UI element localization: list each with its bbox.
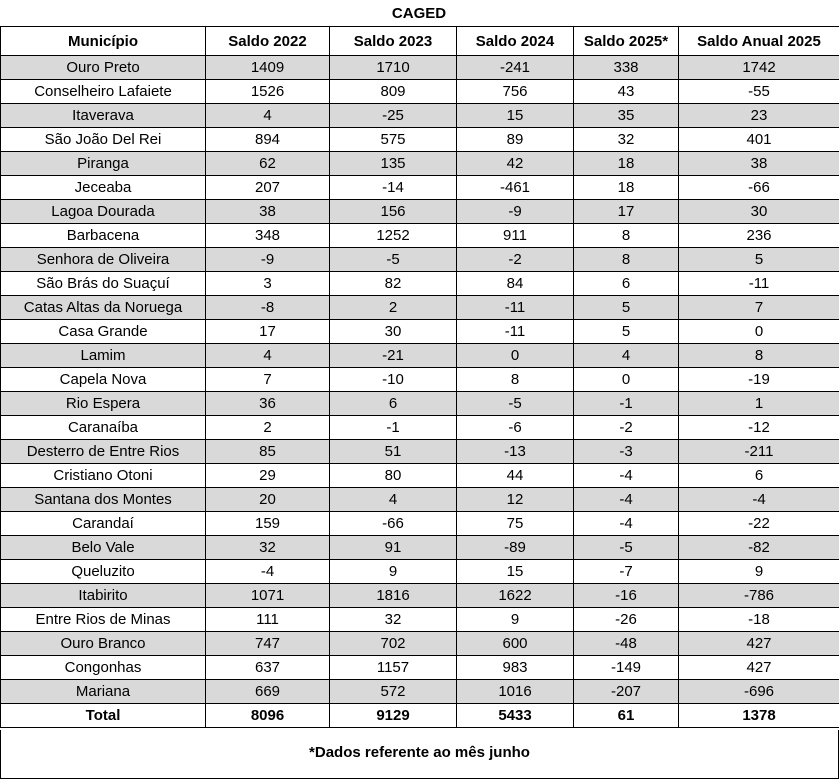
saldo-anual-2025-cell: 1 bbox=[679, 392, 839, 416]
saldo-2025-cell: 8 bbox=[574, 224, 679, 248]
saldo-2022-cell: 17 bbox=[206, 320, 330, 344]
saldo-2022-cell: 159 bbox=[206, 512, 330, 536]
table-row bbox=[1, 368, 839, 392]
municipio-cell: Senhora de Oliveira bbox=[1, 248, 206, 272]
saldo-2023-cell: 51 bbox=[330, 440, 457, 464]
saldo-2024-cell: -5 bbox=[457, 392, 574, 416]
saldo-2025-cell: 32 bbox=[574, 128, 679, 152]
saldo-2025-cell: 35 bbox=[574, 104, 679, 128]
saldo-2023-cell: 80 bbox=[330, 464, 457, 488]
table-title: CAGED bbox=[391, 5, 447, 22]
saldo-2023-cell: 1157 bbox=[330, 656, 457, 680]
saldo-anual-2025-cell: 401 bbox=[679, 128, 839, 152]
municipio-cell: Catas Altas da Noruega bbox=[1, 296, 206, 320]
municipio-cell: Mariana bbox=[1, 680, 206, 704]
saldo-2022-cell: 4 bbox=[206, 104, 330, 128]
header-saldo-anual-2025: Saldo Anual 2025 bbox=[679, 27, 839, 56]
table-row bbox=[1, 560, 839, 584]
saldo-2023-cell: -10 bbox=[330, 368, 457, 392]
saldo-2025-cell: -149 bbox=[574, 656, 679, 680]
table-row bbox=[1, 440, 839, 464]
saldo-2024-cell: 12 bbox=[457, 488, 574, 512]
saldo-2022-cell: 669 bbox=[206, 680, 330, 704]
saldo-2024-cell: 84 bbox=[457, 272, 574, 296]
saldo-2022-cell: 38 bbox=[206, 200, 330, 224]
saldo-2024-cell: 0 bbox=[457, 344, 574, 368]
header-row bbox=[1, 27, 839, 56]
saldo-anual-2025-cell: 0 bbox=[679, 320, 839, 344]
table-row bbox=[1, 416, 839, 440]
saldo-2022-cell: -4 bbox=[206, 560, 330, 584]
total-saldo-anual-2025: 1378 bbox=[679, 704, 839, 728]
total-row bbox=[1, 704, 839, 728]
table-row bbox=[1, 128, 839, 152]
municipio-cell: Desterro de Entre Rios bbox=[1, 440, 206, 464]
saldo-anual-2025-cell: 5 bbox=[679, 248, 839, 272]
caged-table bbox=[0, 26, 839, 728]
municipio-cell: Ouro Preto bbox=[1, 56, 206, 80]
saldo-2024-cell: 89 bbox=[457, 128, 574, 152]
saldo-2025-cell: -26 bbox=[574, 608, 679, 632]
table-row bbox=[1, 608, 839, 632]
saldo-2024-cell: 44 bbox=[457, 464, 574, 488]
saldo-2024-cell: 1622 bbox=[457, 584, 574, 608]
saldo-anual-2025-cell: 30 bbox=[679, 200, 839, 224]
saldo-2022-cell: 29 bbox=[206, 464, 330, 488]
saldo-2025-cell: -4 bbox=[574, 488, 679, 512]
saldo-2022-cell: 1071 bbox=[206, 584, 330, 608]
saldo-2024-cell: 983 bbox=[457, 656, 574, 680]
table-row bbox=[1, 656, 839, 680]
saldo-2022-cell: 1409 bbox=[206, 56, 330, 80]
total-saldo-2022: 8096 bbox=[206, 704, 330, 728]
saldo-anual-2025-cell: -11 bbox=[679, 272, 839, 296]
saldo-anual-2025-cell: -66 bbox=[679, 176, 839, 200]
municipio-cell: Belo Vale bbox=[1, 536, 206, 560]
saldo-2025-cell: 4 bbox=[574, 344, 679, 368]
saldo-anual-2025-cell: 23 bbox=[679, 104, 839, 128]
saldo-anual-2025-cell: -19 bbox=[679, 368, 839, 392]
saldo-anual-2025-cell: 38 bbox=[679, 152, 839, 176]
saldo-2024-cell: -2 bbox=[457, 248, 574, 272]
saldo-2022-cell: 36 bbox=[206, 392, 330, 416]
municipio-cell: Piranga bbox=[1, 152, 206, 176]
table-row bbox=[1, 200, 839, 224]
table-row bbox=[1, 464, 839, 488]
table-row bbox=[1, 632, 839, 656]
saldo-2022-cell: 62 bbox=[206, 152, 330, 176]
saldo-2023-cell: 1710 bbox=[330, 56, 457, 80]
saldo-2024-cell: 600 bbox=[457, 632, 574, 656]
saldo-2025-cell: -207 bbox=[574, 680, 679, 704]
saldo-2022-cell: 20 bbox=[206, 488, 330, 512]
saldo-2024-cell: -461 bbox=[457, 176, 574, 200]
saldo-2024-cell: 15 bbox=[457, 560, 574, 584]
municipio-cell: Barbacena bbox=[1, 224, 206, 248]
saldo-2025-cell: 17 bbox=[574, 200, 679, 224]
saldo-2022-cell: 894 bbox=[206, 128, 330, 152]
municipio-cell: Rio Espera bbox=[1, 392, 206, 416]
municipio-cell: Lamim bbox=[1, 344, 206, 368]
saldo-2024-cell: -13 bbox=[457, 440, 574, 464]
saldo-2025-cell: -7 bbox=[574, 560, 679, 584]
saldo-2024-cell: 9 bbox=[457, 608, 574, 632]
saldo-2025-cell: 0 bbox=[574, 368, 679, 392]
saldo-anual-2025-cell: 427 bbox=[679, 632, 839, 656]
saldo-anual-2025-cell: 8 bbox=[679, 344, 839, 368]
saldo-2025-cell: -1 bbox=[574, 392, 679, 416]
saldo-2023-cell: 1816 bbox=[330, 584, 457, 608]
header-saldo-2023: Saldo 2023 bbox=[330, 27, 457, 56]
total-saldo-2025: 61 bbox=[574, 704, 679, 728]
saldo-2022-cell: 3 bbox=[206, 272, 330, 296]
saldo-2025-cell: 338 bbox=[574, 56, 679, 80]
saldo-2023-cell: 809 bbox=[330, 80, 457, 104]
saldo-2023-cell: -21 bbox=[330, 344, 457, 368]
saldo-2025-cell: 5 bbox=[574, 320, 679, 344]
saldo-2022-cell: -8 bbox=[206, 296, 330, 320]
saldo-2025-cell: 5 bbox=[574, 296, 679, 320]
saldo-2025-cell: 8 bbox=[574, 248, 679, 272]
municipio-cell: Itabirito bbox=[1, 584, 206, 608]
total-label: Total bbox=[1, 704, 206, 728]
saldo-2025-cell: -16 bbox=[574, 584, 679, 608]
saldo-2023-cell: 572 bbox=[330, 680, 457, 704]
municipio-cell: Itaverava bbox=[1, 104, 206, 128]
saldo-2024-cell: -11 bbox=[457, 296, 574, 320]
saldo-2022-cell: -9 bbox=[206, 248, 330, 272]
saldo-2022-cell: 7 bbox=[206, 368, 330, 392]
header-saldo-2024: Saldo 2024 bbox=[457, 27, 574, 56]
saldo-2023-cell: 9 bbox=[330, 560, 457, 584]
saldo-2024-cell: 42 bbox=[457, 152, 574, 176]
municipio-cell: Capela Nova bbox=[1, 368, 206, 392]
footnote: *Dados referente ao mês junho bbox=[309, 744, 530, 761]
saldo-2023-cell: 2 bbox=[330, 296, 457, 320]
saldo-anual-2025-cell: 7 bbox=[679, 296, 839, 320]
saldo-2025-cell: 18 bbox=[574, 176, 679, 200]
saldo-2024-cell: -11 bbox=[457, 320, 574, 344]
table-row bbox=[1, 392, 839, 416]
saldo-2023-cell: 156 bbox=[330, 200, 457, 224]
saldo-2025-cell: -3 bbox=[574, 440, 679, 464]
saldo-2024-cell: 1016 bbox=[457, 680, 574, 704]
municipio-cell: Jeceaba bbox=[1, 176, 206, 200]
saldo-2023-cell: 702 bbox=[330, 632, 457, 656]
saldo-2023-cell: 1252 bbox=[330, 224, 457, 248]
saldo-2023-cell: 135 bbox=[330, 152, 457, 176]
municipio-cell: Carandaí bbox=[1, 512, 206, 536]
saldo-anual-2025-cell: -4 bbox=[679, 488, 839, 512]
saldo-anual-2025-cell: -12 bbox=[679, 416, 839, 440]
saldo-2024-cell: -89 bbox=[457, 536, 574, 560]
saldo-2023-cell: -25 bbox=[330, 104, 457, 128]
saldo-anual-2025-cell: -82 bbox=[679, 536, 839, 560]
table-row bbox=[1, 320, 839, 344]
saldo-2025-cell: -4 bbox=[574, 512, 679, 536]
total-saldo-2024: 5433 bbox=[457, 704, 574, 728]
municipio-cell: Santana dos Montes bbox=[1, 488, 206, 512]
saldo-anual-2025-cell: -18 bbox=[679, 608, 839, 632]
saldo-2022-cell: 207 bbox=[206, 176, 330, 200]
saldo-2022-cell: 85 bbox=[206, 440, 330, 464]
saldo-2022-cell: 32 bbox=[206, 536, 330, 560]
saldo-anual-2025-cell: 6 bbox=[679, 464, 839, 488]
saldo-2022-cell: 348 bbox=[206, 224, 330, 248]
saldo-2023-cell: 6 bbox=[330, 392, 457, 416]
total-saldo-2023: 9129 bbox=[330, 704, 457, 728]
table-row bbox=[1, 296, 839, 320]
municipio-cell: Entre Rios de Minas bbox=[1, 608, 206, 632]
table-row bbox=[1, 248, 839, 272]
saldo-2023-cell: -5 bbox=[330, 248, 457, 272]
header-saldo-2025: Saldo 2025* bbox=[574, 27, 679, 56]
header-saldo-2022: Saldo 2022 bbox=[206, 27, 330, 56]
saldo-2024-cell: 75 bbox=[457, 512, 574, 536]
saldo-2022-cell: 4 bbox=[206, 344, 330, 368]
table-row bbox=[1, 152, 839, 176]
saldo-2022-cell: 2 bbox=[206, 416, 330, 440]
table-row bbox=[1, 224, 839, 248]
saldo-2023-cell: 91 bbox=[330, 536, 457, 560]
saldo-2023-cell: -1 bbox=[330, 416, 457, 440]
table-row bbox=[1, 56, 839, 80]
municipio-cell: Lagoa Dourada bbox=[1, 200, 206, 224]
municipio-cell: Conselheiro Lafaiete bbox=[1, 80, 206, 104]
municipio-cell: Congonhas bbox=[1, 656, 206, 680]
municipio-cell: São Brás do Suaçuí bbox=[1, 272, 206, 296]
saldo-2025-cell: 6 bbox=[574, 272, 679, 296]
table-row bbox=[1, 80, 839, 104]
table-row bbox=[1, 104, 839, 128]
saldo-2025-cell: -4 bbox=[574, 464, 679, 488]
saldo-2025-cell: 43 bbox=[574, 80, 679, 104]
saldo-2022-cell: 1526 bbox=[206, 80, 330, 104]
table-row bbox=[1, 512, 839, 536]
saldo-2025-cell: -5 bbox=[574, 536, 679, 560]
saldo-anual-2025-cell: -22 bbox=[679, 512, 839, 536]
table-row bbox=[1, 272, 839, 296]
table-row bbox=[1, 344, 839, 368]
table-row bbox=[1, 680, 839, 704]
saldo-2025-cell: -48 bbox=[574, 632, 679, 656]
municipio-cell: Caranaíba bbox=[1, 416, 206, 440]
saldo-2024-cell: 911 bbox=[457, 224, 574, 248]
table-row bbox=[1, 488, 839, 512]
saldo-2024-cell: 8 bbox=[457, 368, 574, 392]
saldo-2022-cell: 111 bbox=[206, 608, 330, 632]
municipio-cell: Queluzito bbox=[1, 560, 206, 584]
saldo-anual-2025-cell: -211 bbox=[679, 440, 839, 464]
saldo-2024-cell: -9 bbox=[457, 200, 574, 224]
table-row bbox=[1, 176, 839, 200]
saldo-2023-cell: -14 bbox=[330, 176, 457, 200]
saldo-2024-cell: -6 bbox=[457, 416, 574, 440]
saldo-2024-cell: 756 bbox=[457, 80, 574, 104]
saldo-2025-cell: -2 bbox=[574, 416, 679, 440]
municipio-cell: Casa Grande bbox=[1, 320, 206, 344]
saldo-anual-2025-cell: 1742 bbox=[679, 56, 839, 80]
table-row bbox=[1, 584, 839, 608]
saldo-anual-2025-cell: 236 bbox=[679, 224, 839, 248]
saldo-2023-cell: 32 bbox=[330, 608, 457, 632]
saldo-anual-2025-cell: 9 bbox=[679, 560, 839, 584]
saldo-2025-cell: 18 bbox=[574, 152, 679, 176]
municipio-cell: São João Del Rei bbox=[1, 128, 206, 152]
municipio-cell: Cristiano Otoni bbox=[1, 464, 206, 488]
saldo-2022-cell: 637 bbox=[206, 656, 330, 680]
municipio-cell: Ouro Branco bbox=[1, 632, 206, 656]
saldo-2024-cell: 15 bbox=[457, 104, 574, 128]
saldo-anual-2025-cell: -786 bbox=[679, 584, 839, 608]
saldo-2023-cell: -66 bbox=[330, 512, 457, 536]
saldo-2022-cell: 747 bbox=[206, 632, 330, 656]
saldo-anual-2025-cell: -696 bbox=[679, 680, 839, 704]
saldo-anual-2025-cell: -55 bbox=[679, 80, 839, 104]
saldo-anual-2025-cell: 427 bbox=[679, 656, 839, 680]
header-municipio: Município bbox=[1, 27, 206, 56]
table-row bbox=[1, 536, 839, 560]
saldo-2024-cell: -241 bbox=[457, 56, 574, 80]
saldo-2023-cell: 4 bbox=[330, 488, 457, 512]
saldo-2023-cell: 30 bbox=[330, 320, 457, 344]
saldo-2023-cell: 575 bbox=[330, 128, 457, 152]
saldo-2023-cell: 82 bbox=[330, 272, 457, 296]
